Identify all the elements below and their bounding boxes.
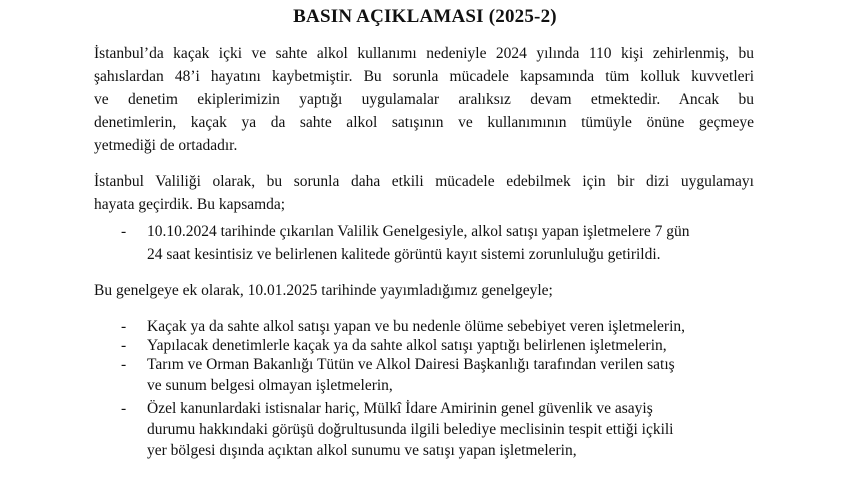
paragraph-1-line-3: ve denetim ekiplerimizin yaptığı uygulamalar aralıksız devam etmektedir. Ancak bu [94,91,754,108]
paragraph-1-line-1: İstanbul’da kaçak içki ve sahte alkol kullanımı nedeniyle 2024 yılında 110 kişi zehirlenmiş, bu [94,45,754,62]
list-1-bullet: - [121,223,127,240]
paragraph-1-line-4: denetimlerin, kaçak ya da sahte alkol satışının ve kullanımının tümüyle önüne geçmeye [94,114,754,131]
list-2-bullet-4: - [121,400,127,417]
list-1-item-line-1: 10.10.2024 tarihinde çıkarılan Valilik Genelgesiyle, alkol satışı yapan işletmelere 7 gün [147,223,690,240]
list-2-item-4-line-2: durumu hakkındaki görüşü doğrultusunda ilgili belediye meclisinin tespit ettiği içkili [147,421,674,438]
paragraph-1-line-5: yetmediği de ortadadır. [94,137,238,154]
list-2-item-3-line-2: ve sunum belgesi olmayan işletmelerin, [147,377,393,394]
paragraph-2-line-2: hayata geçirdik. Bu kapsamda; [94,196,286,213]
list-2-item-4-line-1: Özel kanunlardaki istisnalar hariç, Mülkî İdare Amirinin genel güvenlik ve asayiş [147,400,653,417]
list-2-item-3-line-1: Tarım ve Orman Bakanlığı Tütün ve Alkol Dairesi Başkanlığı tarafından verilen satış [147,356,675,373]
paragraph-3: Bu genelgeye ek olarak, 10.01.2025 tarihinde yayımladığımız genelgeyle; [94,282,553,299]
list-2-bullet-2: - [121,337,127,354]
list-1-item-line-2: 24 saat kesintisiz ve belirlenen kalitede görüntü kayıt sistemi zorunluluğu getirildi. [147,246,661,263]
list-2-item-4-line-3: yer bölgesi dışında açıktan alkol sunumu ve satışı yapan işletmelerin, [147,442,577,459]
document-title: BASIN AÇIKLAMASI (2025-2) [293,6,557,27]
list-2-bullet-1: - [121,318,127,335]
list-2-item-2: Yapılacak denetimlerle kaçak ya da sahte alkol satışı yaptığı belirlenen işletmelerin, [147,337,667,354]
paragraph-1-line-2: şahıslardan 48’i hayatını kaybetmiştir. Bu sorunla mücadele kapsamında tüm kolluk kuvvetleri [94,68,754,85]
paragraph-2-line-1: İstanbul Valiliği olarak, bu sorunla daha etkili mücadele edebilmek için bir dizi uygulamayı [94,173,754,190]
list-2-item-1: Kaçak ya da sahte alkol satışı yapan ve bu nedenle ölüme sebebiyet veren işletmelerin, [147,318,685,335]
list-2-bullet-3: - [121,356,127,373]
